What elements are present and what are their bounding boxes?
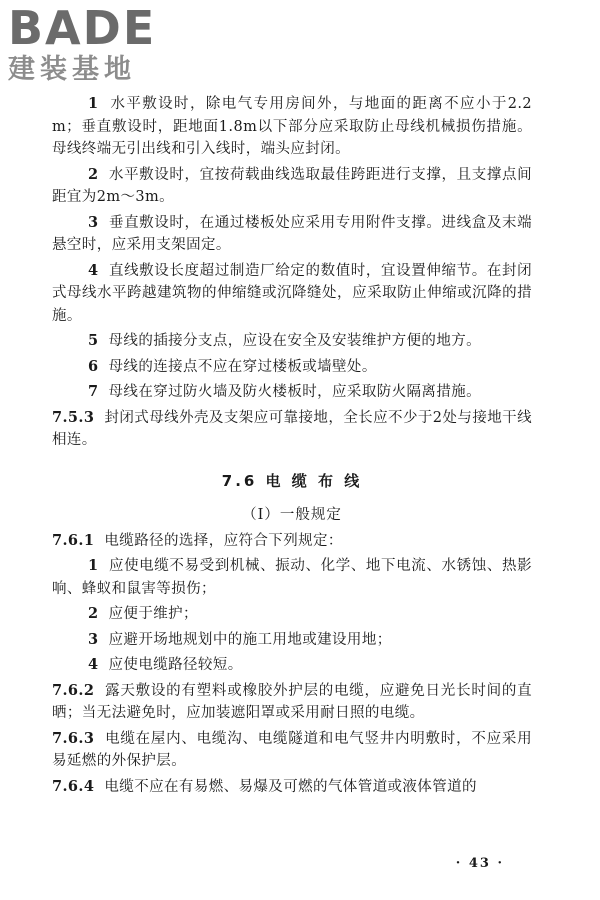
item-number: 1 — [88, 557, 99, 574]
item-text: 应使电缆路径较短。 — [108, 657, 243, 673]
item-number: 4 — [88, 656, 99, 673]
item-text: 垂直敷设时，在通过楼板处应采用专用附件支撑。进线盒及末端悬空时，应采用支架固定。 — [52, 214, 532, 253]
clause-text: 电缆不应在有易燃、易爆及可燃的气体管道或液体管道的 — [104, 778, 477, 795]
clause-7-6-2 — [52, 680, 532, 725]
item-number: 7 — [88, 383, 99, 400]
item-number: 6 — [88, 357, 99, 375]
clause-number: 7.6.2 — [52, 681, 95, 699]
clause-text: 电缆在屋内、电缆沟、电缆隧道和电气竖井内明敷时，不应采用易延燃的外保护层。 — [52, 730, 532, 769]
list-item — [52, 555, 532, 600]
item-number: 2 — [88, 165, 99, 183]
item-text: 母线的插接分支点，应设在安全及安装维护方便的地方。 — [108, 333, 482, 349]
clause-number: 7.6.3 — [52, 729, 95, 747]
item-number: 5 — [88, 332, 99, 349]
list-item — [52, 654, 532, 677]
clause-7-5-3 — [52, 407, 532, 452]
list-item — [52, 164, 532, 209]
list-item — [52, 603, 532, 626]
logo-wordmark: BADE — [8, 1, 157, 55]
item-number: 3 — [88, 213, 99, 231]
logo-subtitle: 建装基地 — [8, 54, 136, 85]
item-number: 2 — [88, 605, 99, 622]
subsection-title: （Ⅰ）一般规定 — [242, 506, 342, 523]
list-item — [52, 93, 532, 161]
item-text: 应便于维护； — [108, 606, 198, 622]
section-title: 7.6 电 缆 布 线 — [221, 471, 363, 490]
clause-number: 7.6.1 — [52, 531, 95, 549]
list-item — [52, 260, 532, 328]
list-item — [52, 381, 532, 404]
item-text: 应避开场地规划中的施工用地或建设用地； — [108, 631, 392, 648]
page-body — [52, 93, 532, 801]
clause-text: 封闭式母线外壳及支架应可靠接地，全长应不少于2处与接地干线相连。 — [52, 409, 532, 448]
clause-number: 7.6.4 — [52, 777, 95, 795]
item-text: 母线的连接点不应在穿过楼板或墙壁处。 — [108, 358, 377, 375]
item-text: 直线敷设长度超过制造厂给定的数值时，宜设置伸缩节。在封闭式母线水平跨越建筑物的伸缩缝或沉降缝处，应采取防止伸缩或沉降的措施。 — [52, 262, 532, 324]
item-number: 1 — [88, 95, 99, 112]
clause-text: 露天敷设的有塑料或橡胶外护层的电缆，应避免日光长时间的直晒；当无法避免时，应加装遮阳罩或采用耐日照的电缆。 — [52, 682, 532, 721]
logo — [8, 1, 178, 86]
list-item — [52, 212, 532, 257]
clause-7-6-4 — [52, 776, 532, 799]
item-text: 水平敷设时，除电气专用房间外，与地面的距离不应小于2.2m；垂直敷设时，距地面1.8m以下部分应采取防止母线机械损伤措施。母线终端无引出线和引入线时，端头应封闭。 — [52, 96, 532, 157]
list-item — [52, 629, 532, 652]
item-text: 水平敷设时，宜按荷载曲线选取最佳跨距进行支撑，且支撑点间距宜为2m～3m。 — [52, 166, 532, 205]
item-number: 3 — [88, 630, 99, 648]
list-item — [52, 356, 532, 379]
item-number: 4 — [88, 261, 99, 279]
item-text: 应使电缆不易受到机械、振动、化学、地下电流、水锈蚀、热影响、蜂蚁和鼠害等损伤； — [52, 558, 532, 597]
list-item — [52, 330, 532, 353]
clause-7-6-3 — [52, 728, 532, 773]
clause-text: 电缆路径的选择，应符合下列规定： — [104, 532, 343, 549]
page-number: · 43 · — [455, 856, 504, 871]
clause-7-6-1 — [52, 530, 532, 553]
item-text: 母线在穿过防火墙及防火楼板时，应采取防火隔离措施。 — [108, 384, 482, 400]
clause-number: 7.5.3 — [52, 408, 95, 426]
